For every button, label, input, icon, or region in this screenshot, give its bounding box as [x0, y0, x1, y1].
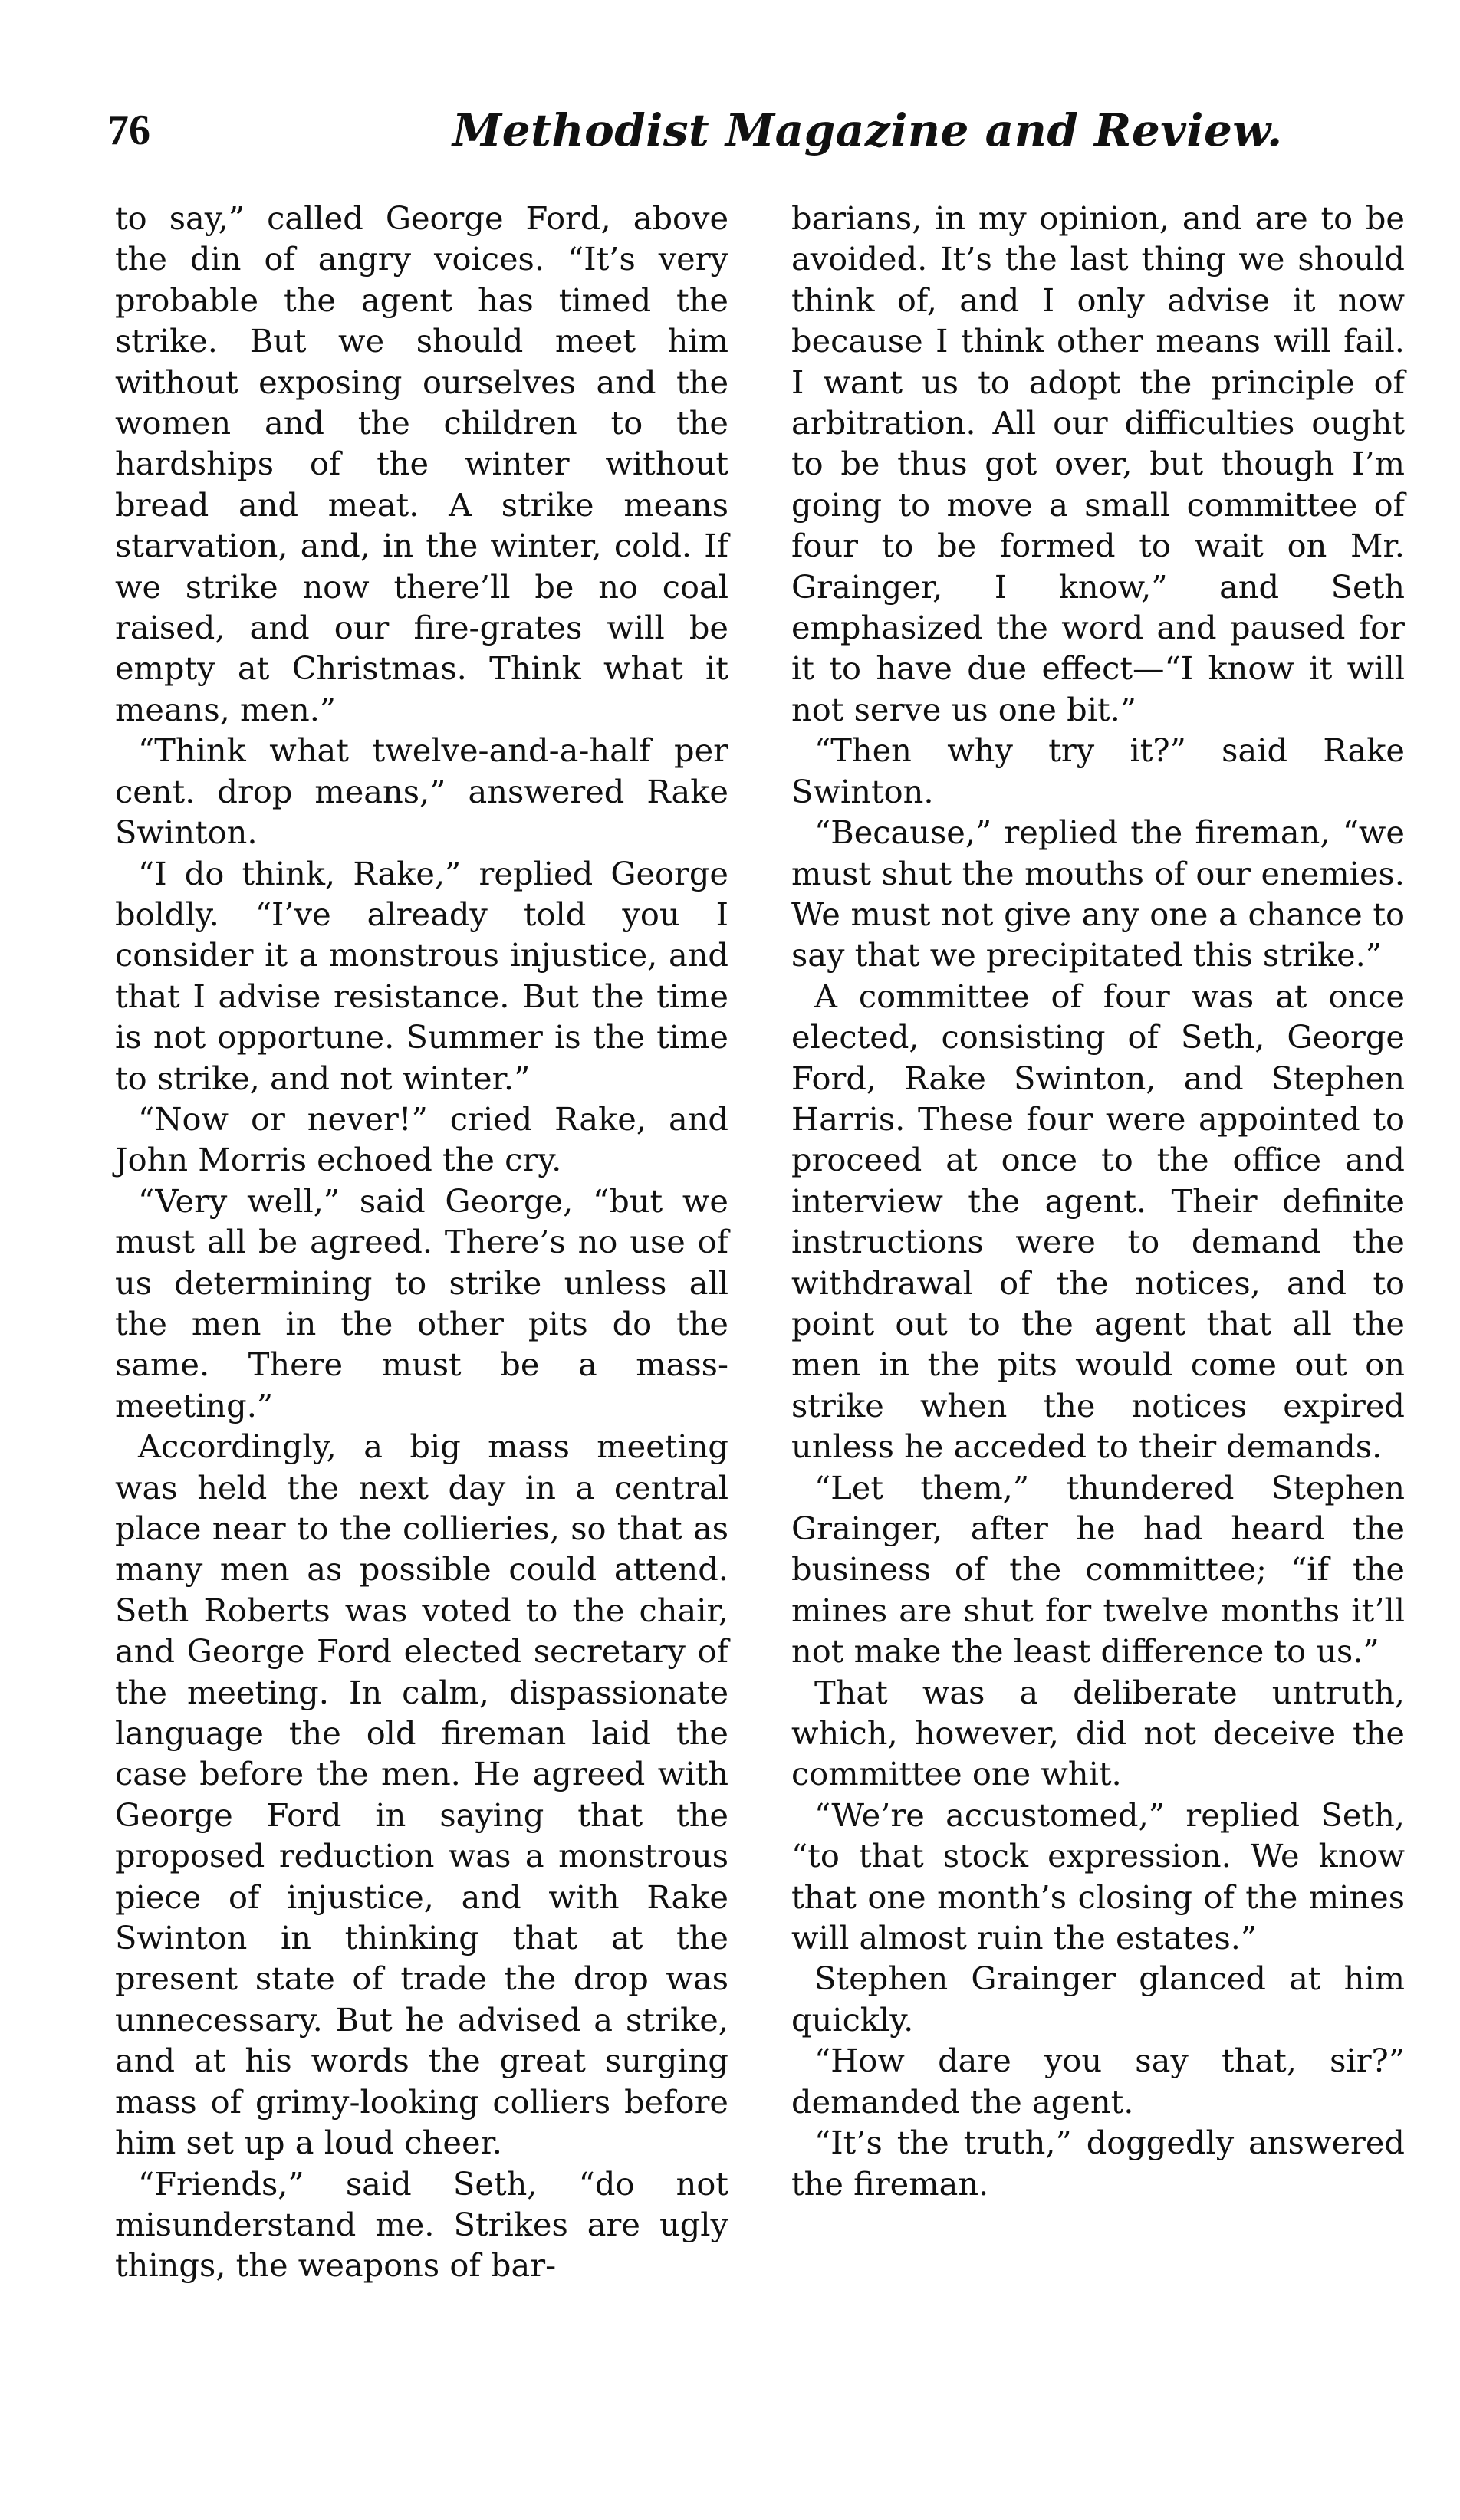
paragraph: That was a deliberate untruth, which, however, did not deceive the committee one whit.: [791, 1673, 1405, 1793]
right-column: [791, 198, 1405, 2204]
paragraph: “We’re accustomed,” replied Seth, “to that stock expression. We know that one month’s closing of the mines will almost ruin the estates.”: [791, 1796, 1405, 1957]
paragraph: barians, in my opinion, and are to be avoided. It’s the last thing we should think of, and I only advise it now because I think other means will fail. I want us to adopt the principle of arbitration. All our difficulties ought to be thus got over, but though I’m going to move a small committee of four to be formed to wait on Mr. Grainger, I know,” and Seth emphasized the word and paused for it to have due effect—“I know it will not serve us one bit.”: [791, 199, 1405, 728]
paragraph: “Let them,” thundered Stephen Grainger, after he had heard the business of the committee; “if the mines are shut for twelve months it’ll not make the least difference to us.”: [791, 1468, 1405, 1671]
paragraph: “Very well,” said George, “but we must all be agreed. There’s no use of us determining to strike unless all the men in the other pits do the same. There must be a mass-meeting.”: [115, 1181, 728, 1424]
paragraph: “How dare you say that, sir?” demanded the agent.: [791, 2042, 1405, 2121]
paragraph: Stephen Grainger glanced at him quickly.: [791, 1960, 1405, 2039]
page-header: [107, 100, 1426, 161]
paragraph: “Friends,” said Seth, “do not misunderstand me. Strikes are ugly things, the weapons of bar-: [115, 2164, 728, 2285]
paragraph: A committee of four was at once elected, consisting of Seth, George Ford, Rake Swinton, and Stephen Harris. These four were appointed to proceed at once to the office and interview the agent. Their definite instructions were to demand the withdrawal of the notices, and to point out to the agent that all the men in the pits would come out on strike when the notices expired unless he acceded to their demands.: [791, 977, 1405, 1466]
paragraph: “I do think, Rake,” replied George boldly. “I’ve already told you I consider it a monstrous injustice, and that I advise resistance. But the time is not opportune. Summer is the time to strike, and not winter.”: [115, 854, 728, 1097]
page-number: 76: [107, 107, 150, 154]
running-title: Methodist Magazine and Review.: [452, 104, 1283, 156]
paragraph: “Because,” replied the fireman, “we must shut the mouths of our enemies. We must not give any one a chance to say that we precipitated this strike.”: [791, 813, 1405, 974]
paragraph: “Now or never!” cried Rake, and John Morris echoed the cry.: [115, 1099, 728, 1179]
left-column: [115, 198, 728, 2286]
paragraph: to say,” called George Ford, above the din of angry voices. “It’s very probable the agent has timed the strike. But we should meet him without exposing ourselves and the women and the children to the hardships of the winter without bread and meat. A strike means starvation, and, in the winter, cold. If we strike now there’ll be no coal raised, and our fire-grates will be empty at Christmas. Think what it means, men.”: [115, 199, 728, 728]
paragraph: “Think what twelve-and-a-half per cent. drop means,” answered Rake Swinton.: [115, 731, 728, 852]
paragraph: Accordingly, a big mass meeting was held the next day in a central place near to the collieries, so that as many men as possible could attend. Seth Roberts was voted to the chair, and George Ford elected secretary of the meeting. In calm, dispassionate language the old fireman laid the case before the men. He agreed with George Ford in saying that the proposed reduction was a monstrous piece of injustice, and with Rake Swinton in thinking that at the present state of trade the drop was unnecessary. But he advised a strike, and at his words the great surging mass of grimy-looking colliers before him set up a loud cheer.: [115, 1428, 728, 2162]
paragraph: “It’s the truth,” doggedly answered the fireman.: [791, 2124, 1405, 2203]
paragraph: “Then why try it?” said Rake Swinton.: [791, 731, 1405, 810]
